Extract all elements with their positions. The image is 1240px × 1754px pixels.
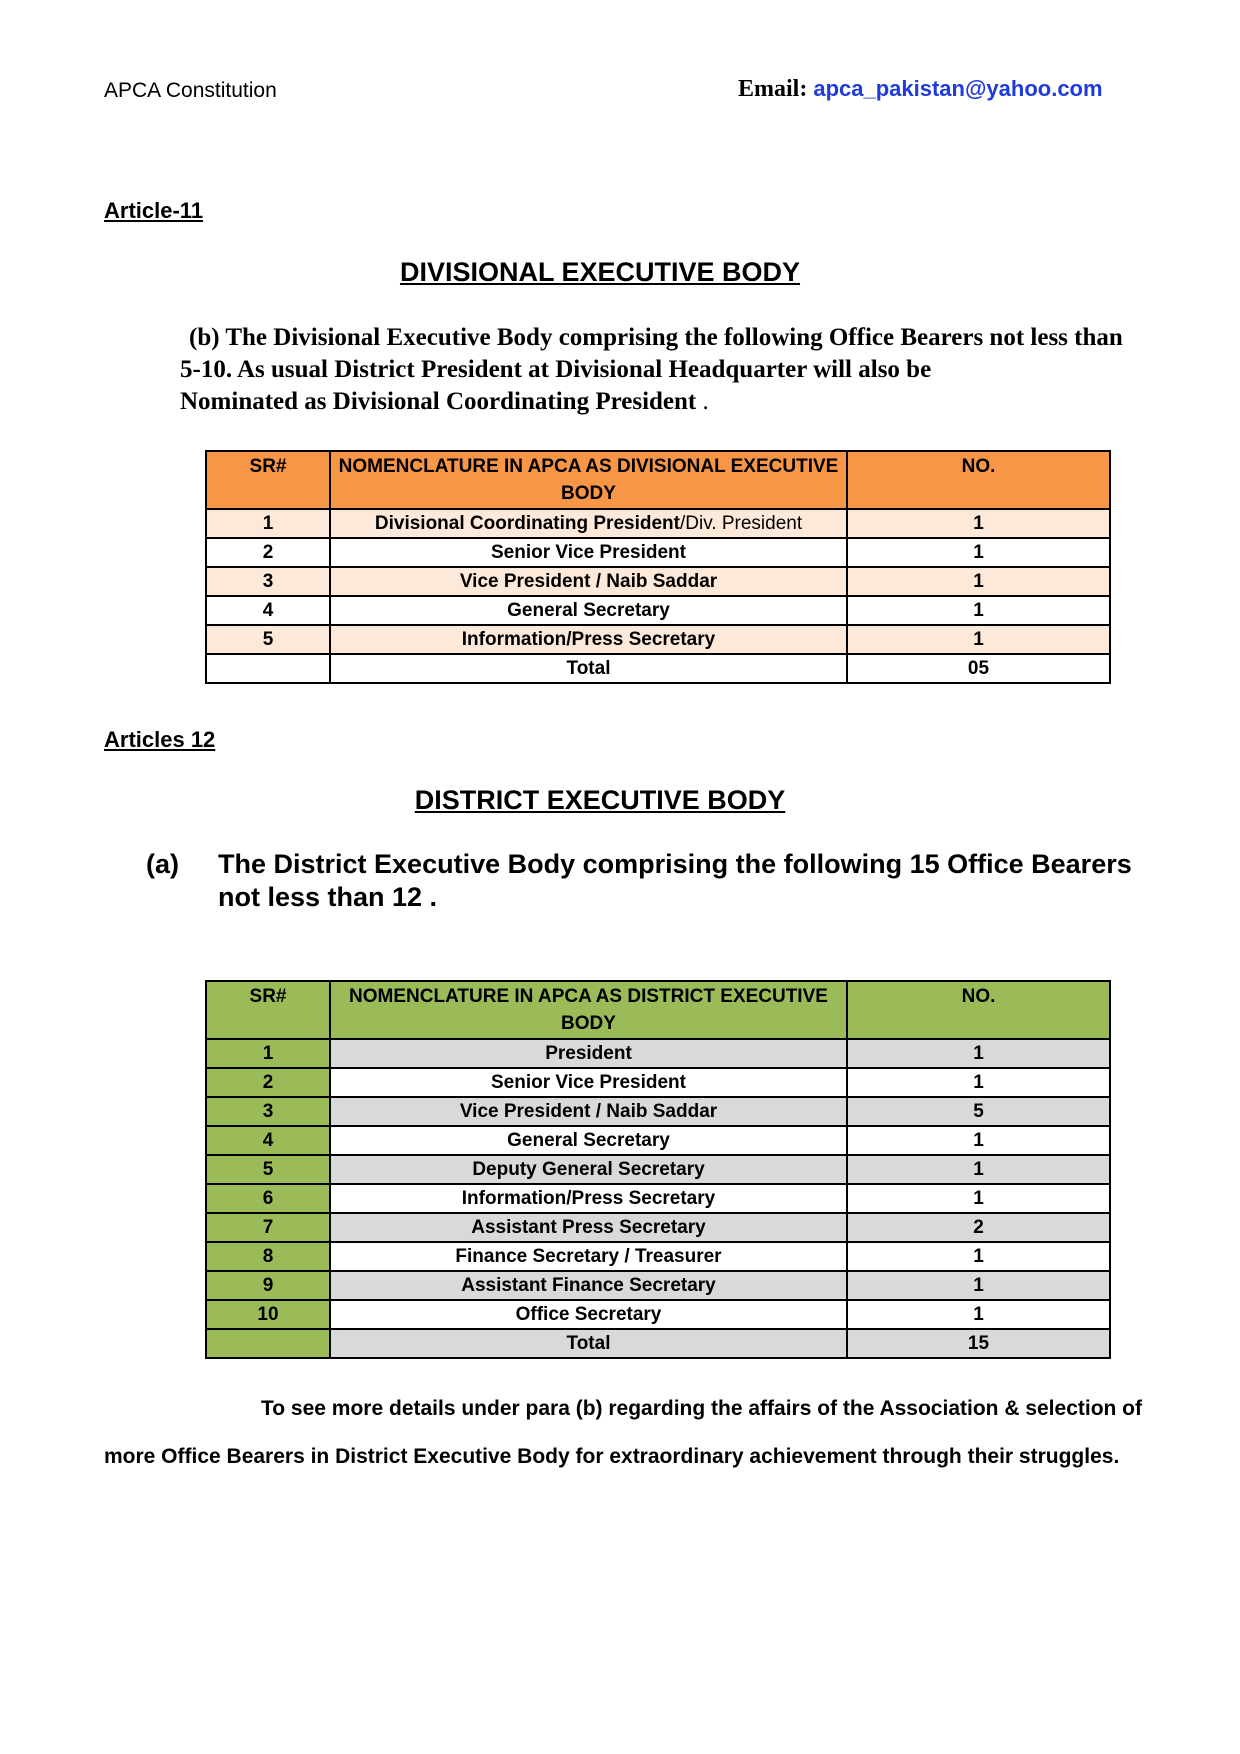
col-header-no: NO. xyxy=(847,981,1110,1039)
cell-nomenclature-suffix: /Div. President xyxy=(679,513,803,534)
cell-sr: 2 xyxy=(206,538,330,567)
cell-sr: 1 xyxy=(206,509,330,538)
divisional-paragraph-line-3-text: Nominated as Divisional Coordinating President xyxy=(180,388,697,415)
col-header-nomenclature: NOMENCLATURE IN APCA AS DIVISIONAL EXECUTIVE BODY xyxy=(330,451,847,509)
cell-no: 1 xyxy=(847,1271,1110,1300)
divisional-paragraph-line-1: (b) The Divisional Executive Body comprising the following Office Bearers not less than xyxy=(189,324,1123,351)
col-header-sr: SR# xyxy=(206,451,330,509)
table-row xyxy=(206,567,1110,596)
cell-nomenclature: Assistant Finance Secretary xyxy=(330,1271,847,1300)
table-row xyxy=(206,1155,1110,1184)
cell-sr: 3 xyxy=(206,1097,330,1126)
table-row xyxy=(206,1039,1110,1068)
cell-no: 2 xyxy=(847,1213,1110,1242)
email-link[interactable]: apca_pakistan@yahoo.com xyxy=(813,76,1103,101)
cell-nomenclature: Office Secretary xyxy=(330,1300,847,1329)
cell-sr xyxy=(206,1329,330,1358)
col-header-nomenclature: NOMENCLATURE IN APCA AS DISTRICT EXECUTIVE BODY xyxy=(330,981,847,1039)
cell-total-value: 05 xyxy=(847,654,1110,683)
cell-no: 1 xyxy=(847,625,1110,654)
cell-no: 5 xyxy=(847,1097,1110,1126)
cell-total-value: 15 xyxy=(847,1329,1110,1358)
cell-nomenclature: Vice President / Naib Saddar xyxy=(330,1097,847,1126)
document-header-title: APCA Constitution xyxy=(104,79,277,102)
col-header-no: NO. xyxy=(847,451,1110,509)
cell-nomenclature: Assistant Press Secretary xyxy=(330,1213,847,1242)
article-11-label: Article-11 xyxy=(104,198,204,223)
table-row xyxy=(206,1300,1110,1329)
district-body-table xyxy=(205,980,1111,1359)
cell-nomenclature-text: Divisional Coordinating President xyxy=(374,513,680,534)
cell-no: 1 xyxy=(847,1039,1110,1068)
closing-line-1: To see more details under para (b) regarding the affairs of the Association & selection of xyxy=(261,1397,1143,1420)
divisional-paragraph xyxy=(180,322,1210,418)
cell-no: 1 xyxy=(847,509,1110,538)
table-row xyxy=(206,1184,1110,1213)
cell-sr: 1 xyxy=(206,1039,330,1068)
cell-nomenclature: General Secretary xyxy=(330,596,847,625)
header-email xyxy=(738,76,1103,103)
table-row xyxy=(206,538,1110,567)
table-row xyxy=(206,1097,1110,1126)
cell-sr: 5 xyxy=(206,625,330,654)
table-row xyxy=(206,596,1110,625)
article-12-label: Articles 12 xyxy=(104,727,216,752)
cell-no: 1 xyxy=(847,1242,1110,1271)
cell-sr: 7 xyxy=(206,1213,330,1242)
cell-nomenclature: General Secretary xyxy=(330,1126,847,1155)
cell-nomenclature: Vice President / Naib Saddar xyxy=(330,567,847,596)
divisional-paragraph-line-3 xyxy=(180,386,1210,418)
cell-sr: 8 xyxy=(206,1242,330,1271)
cell-sr: 2 xyxy=(206,1068,330,1097)
table-row xyxy=(206,625,1110,654)
divisional-section-title: DIVISIONAL EXECUTIVE BODY xyxy=(399,257,801,287)
table-row xyxy=(206,1271,1110,1300)
divisional-paragraph-line-2: 5-10. As usual District President at Divisional Headquarter will also be xyxy=(180,356,932,383)
cell-no: 1 xyxy=(847,1184,1110,1213)
cell-sr: 5 xyxy=(206,1155,330,1184)
cell-nomenclature: Information/Press Secretary xyxy=(330,625,847,654)
cell-no: 1 xyxy=(847,1068,1110,1097)
district-paragraph-line-2: not less than 12 . xyxy=(218,882,438,912)
district-paragraph-text xyxy=(218,848,1218,914)
table-row xyxy=(206,1126,1110,1155)
cell-nomenclature xyxy=(330,509,847,538)
cell-no: 1 xyxy=(847,596,1110,625)
cell-nomenclature: Deputy General Secretary xyxy=(330,1155,847,1184)
cell-nomenclature: Senior Vice President xyxy=(330,1068,847,1097)
cell-sr: 10 xyxy=(206,1300,330,1329)
table-header-row xyxy=(206,981,1110,1039)
table-total-row xyxy=(206,1329,1110,1358)
divisional-body-table xyxy=(205,450,1111,684)
cell-no: 1 xyxy=(847,538,1110,567)
district-section-title: DISTRICT EXECUTIVE BODY xyxy=(414,785,786,815)
divisional-paragraph-end: . xyxy=(696,388,709,415)
col-header-sr: SR# xyxy=(206,981,330,1039)
cell-nomenclature: Information/Press Secretary xyxy=(330,1184,847,1213)
table-row xyxy=(206,1242,1110,1271)
closing-line-2: more Office Bearers in District Executive Body for extraordinary achievement through their struggles. xyxy=(104,1445,1120,1468)
cell-sr: 4 xyxy=(206,596,330,625)
cell-no: 1 xyxy=(847,1126,1110,1155)
cell-sr xyxy=(206,654,330,683)
cell-sr: 3 xyxy=(206,567,330,596)
table-row xyxy=(206,1213,1110,1242)
district-paragraph-label: (a) xyxy=(146,849,179,879)
cell-total-label: Total xyxy=(330,654,847,683)
table-row xyxy=(206,509,1110,538)
email-label: Email: xyxy=(738,76,808,102)
cell-nomenclature: President xyxy=(330,1039,847,1068)
closing-paragraph xyxy=(104,1385,1214,1481)
table-total-row xyxy=(206,654,1110,683)
cell-no: 1 xyxy=(847,567,1110,596)
cell-sr: 6 xyxy=(206,1184,330,1213)
cell-total-label: Total xyxy=(330,1329,847,1358)
table-row xyxy=(206,1068,1110,1097)
cell-no: 1 xyxy=(847,1300,1110,1329)
cell-sr: 4 xyxy=(206,1126,330,1155)
cell-nomenclature: Finance Secretary / Treasurer xyxy=(330,1242,847,1271)
district-paragraph-line-1: The District Executive Body comprising the following 15 Office Bearers xyxy=(218,849,1132,879)
table-header-row xyxy=(206,451,1110,509)
cell-sr: 9 xyxy=(206,1271,330,1300)
cell-no: 1 xyxy=(847,1155,1110,1184)
cell-nomenclature: Senior Vice President xyxy=(330,538,847,567)
